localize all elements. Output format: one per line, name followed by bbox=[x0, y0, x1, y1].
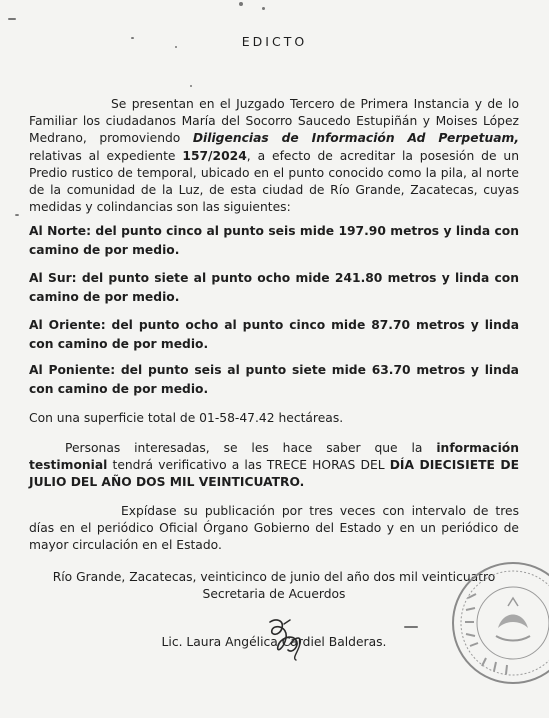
boundary-label: Al Poniente: bbox=[29, 363, 116, 377]
boundary-text: del punto seis al punto siete mide 63.70 metros y linda con camino de por medio. bbox=[29, 363, 519, 396]
boundary-west bbox=[29, 361, 519, 399]
notice-text-1: Personas interesadas, se les hace saber que la bbox=[65, 441, 437, 455]
boundary-south bbox=[29, 269, 519, 307]
boundary-label: Al Oriente: bbox=[29, 318, 106, 332]
scan-speck bbox=[262, 7, 265, 10]
closing-place-date: Río Grande, Zacatecas, veinticinco de junio del año dos mil veinticuatro bbox=[52, 570, 496, 584]
intro-paragraph bbox=[29, 96, 519, 216]
surface-paragraph: Con una superficie total de 01-58-47.42 hectáreas. bbox=[29, 411, 344, 425]
publication-paragraph bbox=[29, 503, 519, 555]
boundary-text: del punto siete al punto ocho mide 241.80 metros y linda con camino de por medio. bbox=[29, 271, 519, 304]
intro-text-3: , a efecto de acreditar la posesión de un Predio rustico de temporal, ubicado en el punto conocido como la pila, al norte de la comunidad de la Luz, de esta ciudad de Río Grande, Zacatecas, cuyas medidas y colindancias son las siguientes: bbox=[29, 148, 519, 215]
intro-bold-case-number: 157/2024 bbox=[182, 148, 247, 163]
document-title: EDICTO bbox=[241, 34, 308, 49]
scan-speck bbox=[239, 2, 243, 6]
intro-bold-procedure: Diligencias de Información Ad Perpetuam, bbox=[192, 131, 519, 146]
closing-role: Secretaria de Acuerdos bbox=[202, 587, 346, 601]
boundary-east bbox=[29, 316, 519, 354]
boundary-text: del punto ocho al punto cinco mide 87.70 metros y linda con camino de por medio. bbox=[29, 318, 520, 351]
scan-speck bbox=[404, 626, 418, 628]
scan-speck bbox=[8, 18, 16, 20]
notice-bold-date: DÍA DIECISIETE DE JULIO DEL AÑO DOS MIL VEINTICUATRO. bbox=[29, 458, 519, 490]
notice-paragraph bbox=[29, 440, 519, 492]
boundary-north bbox=[29, 222, 519, 260]
scan-speck bbox=[190, 85, 192, 87]
boundary-label: Al Sur: bbox=[29, 271, 77, 285]
official-seal-icon bbox=[448, 558, 549, 688]
notice-bold-1: información testimonial bbox=[29, 441, 519, 473]
closing-signer-name: Lic. Laura Angélica Cardiel Balderas. bbox=[161, 635, 387, 649]
boundary-label: Al Norte: bbox=[29, 224, 92, 238]
intro-text-1: Se presentan en el Juzgado Tercero de Primera Instancia y de lo Familiar los ciudadanos María del Socorro Saucedo Estupiñán y Moises López Medrano, promoviendo bbox=[29, 97, 519, 146]
intro-text-2: relativas al expediente bbox=[29, 148, 183, 163]
handwritten-signature-icon bbox=[262, 614, 332, 664]
scan-speck bbox=[15, 214, 19, 216]
publication-text: Expídase su publicación por tres veces con intervalo de tres días en el periódico Oficial Órgano Gobierno del Estado y en un periódico de mayor circulación en el Estado. bbox=[29, 504, 519, 553]
boundary-text: del punto cinco al punto seis mide 197.90 metros y linda con camino de por medio. bbox=[29, 224, 519, 257]
notice-text-2: tendrá verificativo a las TRECE HORAS DEL bbox=[107, 458, 390, 473]
